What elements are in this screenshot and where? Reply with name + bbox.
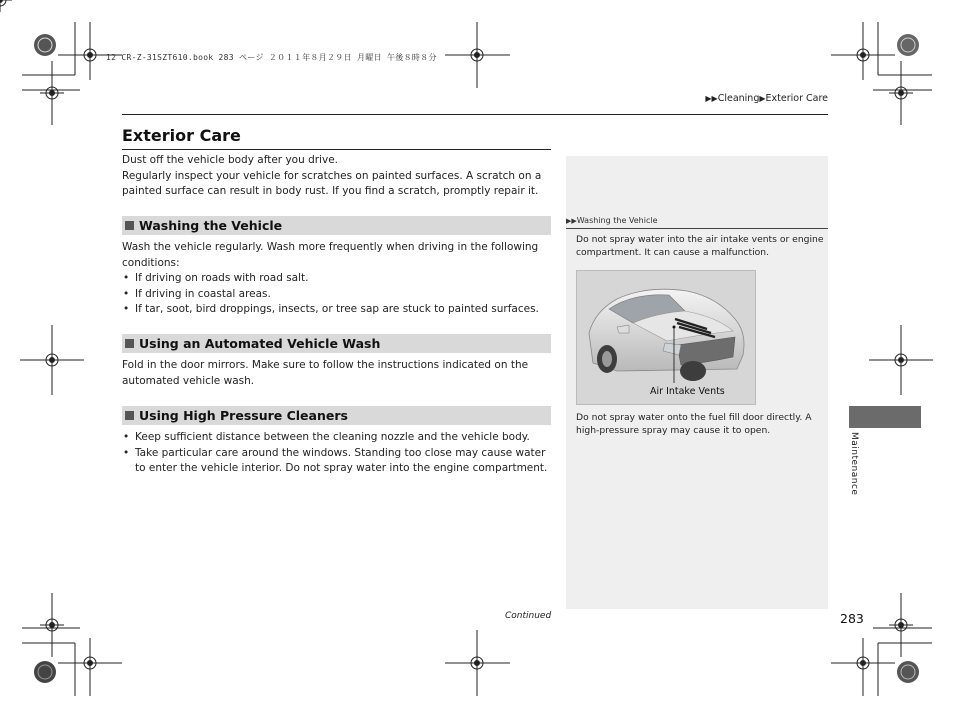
section-high-pressure-body [122,430,550,477]
intro-line-2: Regularly inspect your vehicle for scratches on painted surfaces. A scratch on a painted surface can result in body rust. If you find a scratch, promptly repair it. [122,169,542,197]
header-rule [122,114,828,115]
intro-line-1: Dust off the vehicle body after you drive. [122,154,338,166]
page-title: Exterior Care [122,126,241,145]
list-item: • If tar, soot, bird droppings, insects, or tree sap are stuck to painted surfaces. [122,302,550,318]
section-washing-list [122,271,550,318]
section-heading-text: Washing the Vehicle [139,218,283,233]
list-item: • Take particular care around the windows. Standing too close may cause water to enter the vehicle interior. Do not spray water into the engine compartment. [122,446,550,477]
file-header: 12 CR-Z-31SZT610.book 283 ページ ２０１１年８月２９日 月曜日 午後８時８分 [106,53,437,62]
square-bullet-icon [125,221,134,230]
chapter-tab-label: Maintenance [849,432,859,496]
note-text-2: Do not spray water onto the fuel fill door directly. A high-pressure spray may cause it to open. [576,412,812,436]
section-automated-wash-text: Fold in the door mirrors. Make sure to follow the instructions indicated on the automated vehicle wash. [122,359,529,387]
section-heading-text: Using High Pressure Cleaners [139,408,348,423]
section-washing-body [122,240,550,318]
car-drawing [577,271,755,404]
section-heading-text: Using an Automated Vehicle Wash [139,336,381,351]
square-bullet-icon [125,411,134,420]
list-item: • Keep sufficient distance between the cleaning nozzle and the vehicle body. [122,430,550,446]
list-item: • If driving on roads with road salt. [122,271,550,287]
section-heading-automated-wash [122,334,551,353]
title-rule [122,149,551,150]
breadcrumb-exterior-care[interactable]: Exterior Care [765,93,828,104]
double-triangle-icon: ▶▶ [705,94,718,103]
note-text-1: Do not spray water into the air intake vents or engine compartment. It can cause a malfunction. [576,234,824,258]
list-item: • If driving in coastal areas. [122,287,550,303]
chapter-tab[interactable] [849,406,921,428]
section-washing-text: Wash the vehicle regularly. Wash more frequently when driving in the following conditions: [122,241,539,269]
breadcrumb [705,93,828,104]
intro-text [122,153,550,200]
section-heading-washing [122,216,551,235]
triangle-icon: ▶ [759,94,766,103]
car-illustration [576,270,756,405]
continued-label: Continued [505,611,552,621]
section-heading-high-pressure [122,406,551,425]
page-number: 283 [840,611,864,626]
note-heading-text[interactable]: Washing the Vehicle [576,216,658,225]
note-heading [566,216,828,229]
square-bullet-icon [125,339,134,348]
double-triangle-icon: ▶▶ [566,217,577,225]
breadcrumb-cleaning[interactable]: Cleaning [717,93,760,104]
figure-label-air-intake-vents: Air Intake Vents [650,386,725,397]
section-high-pressure-list [122,430,550,477]
